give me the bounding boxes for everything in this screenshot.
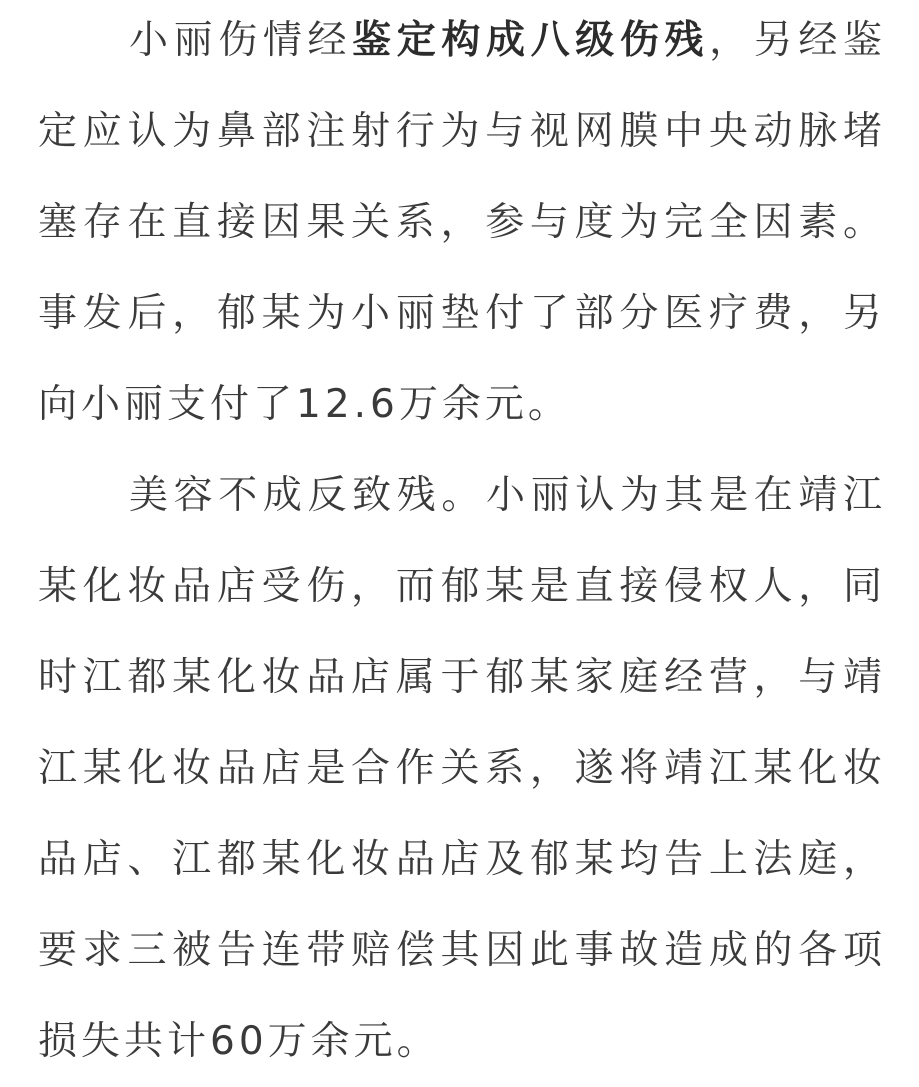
paragraph-1-rest-text: ，另经鉴定应认为鼻部注射行为与视网膜中央动脉堵塞存在直接因果关系，参与度为完全因素。事发后，郁某为小丽垫付了部分医疗费，另向小丽支付了12.6万余元。: [38, 18, 886, 427]
paragraph-lawsuit: 美容不成反致残。小丽认为其是在靖江某化妆品店受伤，而郁某是直接侵权人，同时江都某化妆品店属于郁某家庭经营，与靖江某化妆品店是合作关系，遂将靖江某化妆品店、江都某化妆品店及郁某均告上法庭，要求三被告连带赔偿其因此事故造成的各项损失共计60万余元。: [38, 473, 886, 1064]
paragraph-1-lead-text: 小丽伤情经: [129, 18, 353, 63]
bold-disability-grade-text: 鉴定构成八级伤残: [352, 18, 710, 63]
paragraph-injury-appraisal: [38, 0, 886, 450]
article-body: [38, 0, 886, 1087]
